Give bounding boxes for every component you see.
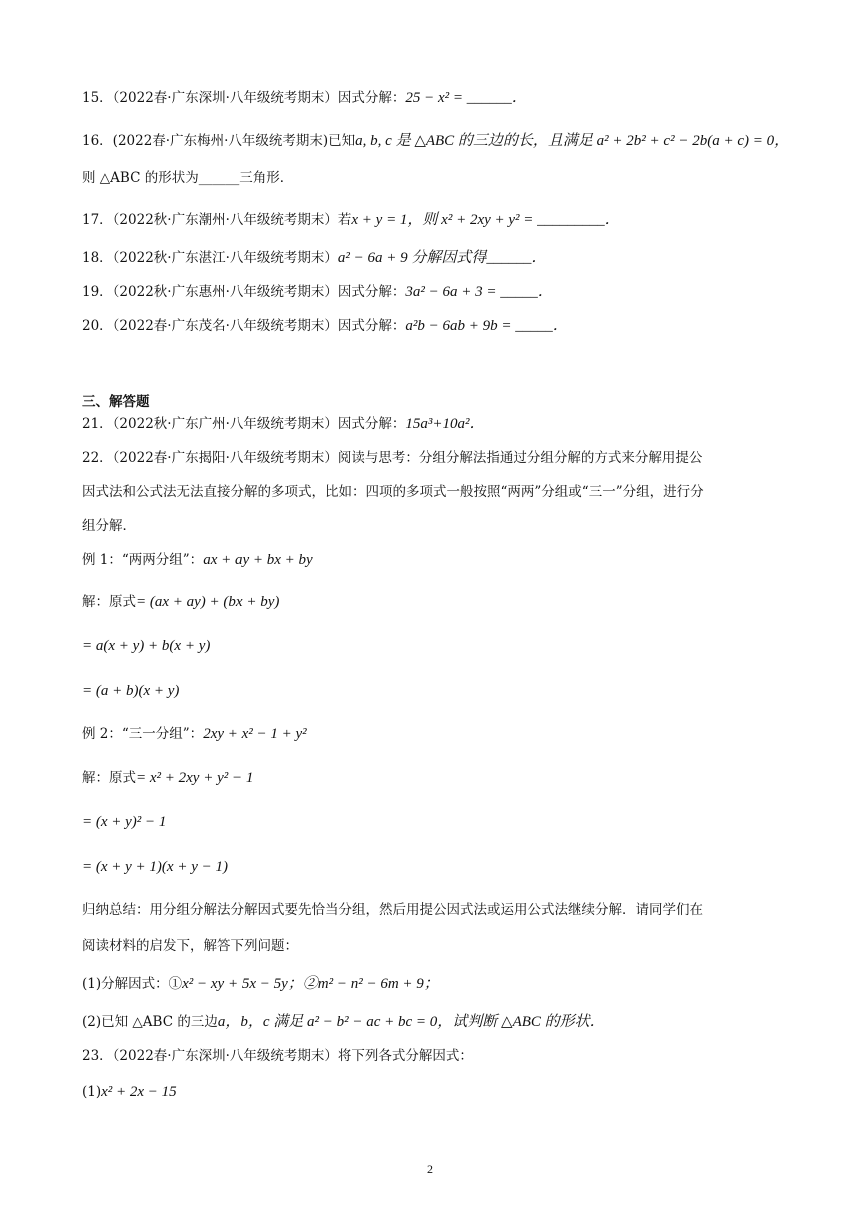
question-22-line1: [82, 448, 702, 468]
q15-text: 15．（2022春·广东深圳·八年级统考期末）因式分解：: [82, 90, 406, 106]
question-15: [82, 88, 527, 108]
ex2s2-math: = (x + y)² − 1: [82, 814, 167, 830]
p2-text: (2)已知 △ABC 的三边: [82, 1014, 218, 1030]
question-21: [82, 414, 485, 434]
q22a-text: 22．（2022春·广东揭阳·八年级统考期末）阅读与思考：分组分解法指通过分组分解的方式来分解用提公: [82, 450, 703, 466]
question-22-line2: [82, 482, 704, 502]
q22b-text: 因式法和公式法无法直接分解的多项式，比如：四项的多项式一般按照“两两”分组或“三一”分组，进行分: [82, 484, 704, 500]
q21-math: 15a³+10a²．: [405, 416, 485, 432]
q16b-text: 则 △ABC 的形状为______三角形．: [82, 170, 294, 186]
q18-text: 18．（2022秋·广东湛江·八年级统考期末）: [82, 250, 338, 266]
q15-math: 25 − x² = ______．: [405, 90, 527, 106]
section3-text: 三、解答题: [82, 394, 150, 410]
ex1-text: 例 1：“两两分组”：: [82, 552, 204, 568]
part-1: [82, 974, 439, 994]
question-23: [82, 1046, 473, 1066]
question-20: [82, 316, 568, 336]
question-16-line2: [82, 168, 293, 188]
section-heading: [82, 392, 150, 412]
p1-math: x² − xy + 5x − 5y；②m² − n² − 6m + 9；: [182, 976, 439, 992]
q16a-text: 16．(2022春·广东梅州·八年级统考期末)已知: [82, 133, 356, 149]
q20-math: a²b − 6ab + 9b = _____．: [405, 318, 568, 334]
example-1-step2: [82, 636, 210, 656]
q23p1-math: x² + 2x − 15: [101, 1084, 177, 1100]
ex1-math: ax + ay + bx + by: [203, 552, 313, 568]
q20-text: 20．（2022春·广东茂名·八年级统考期末）因式分解：: [82, 318, 406, 334]
summary-line1: [82, 900, 703, 920]
page-number: 2: [427, 1162, 433, 1176]
q23-text: 23．（2022春·广东深圳·八年级统考期末）将下列各式分解因式：: [82, 1048, 473, 1064]
example-1: [82, 550, 313, 570]
ex2-math: 2xy + x² − 1 + y²: [203, 726, 307, 742]
ex1s1-text: 解：原式: [82, 594, 136, 610]
question-22-line3: [82, 516, 136, 536]
question-17: [82, 210, 620, 230]
example-1-step3: [82, 681, 179, 701]
example-1-step1: [82, 592, 279, 612]
p2-math: a，b，c 满足 a² − b² − ac + bc = 0，试判断 △ABC 的形状．: [217, 1014, 605, 1030]
question-16-line1: [82, 131, 789, 151]
question-19: [82, 282, 553, 302]
ex1s1-math: = (ax + ay) + (bx + by): [136, 594, 280, 610]
p1-text: (1)分解因式：①: [82, 976, 183, 992]
example-2-step1: [82, 768, 253, 788]
ex2-text: 例 2：“三一分组”：: [82, 726, 204, 742]
ex1s2-math: = a(x + y) + b(x + y): [82, 638, 211, 654]
ex1s3-math: = (a + b)(x + y): [82, 683, 180, 699]
q23p1-text: (1): [82, 1084, 102, 1100]
q16a-math: a, b, c 是 △ABC 的三边的长，且满足 a² + 2b² + c² − 2b(a + c) = 0，: [355, 133, 790, 149]
example-2-step2: [82, 812, 166, 832]
q17-text: 17．（2022秋·广东潮州·八年级统考期末）若: [82, 212, 352, 228]
part-2: [82, 1012, 605, 1032]
q17-math: x + y = 1，则 x² + 2xy + y² = _________．: [351, 212, 620, 228]
summary-b-text: 阅读材料的启发下，解答下列问题：: [82, 938, 298, 954]
example-2-step3: [82, 857, 228, 877]
q22c-text: 组分解．: [82, 518, 136, 534]
ex2s3-math: = (x + y + 1)(x + y − 1): [82, 859, 228, 875]
q19-math: 3a² − 6a + 3 = _____．: [405, 284, 553, 300]
q18-math: a² − 6a + 9 分解因式得______．: [337, 250, 547, 266]
q19-text: 19．（2022秋·广东惠州·八年级统考期末）因式分解：: [82, 284, 406, 300]
summary-line2: [82, 936, 298, 956]
summary-a-text: 归纳总结：用分组分解法分解因式要先恰当分组，然后用提公因式法或运用公式法继续分解．请同学们在: [82, 902, 703, 918]
ex2s1-text: 解：原式: [82, 770, 136, 786]
question-23-part1: [82, 1082, 177, 1102]
question-18: [82, 248, 546, 268]
example-2: [82, 724, 307, 744]
ex2s1-math: = x² + 2xy + y² − 1: [136, 770, 254, 786]
q21-text: 21．（2022秋·广东广州·八年级统考期末）因式分解：: [82, 416, 406, 432]
